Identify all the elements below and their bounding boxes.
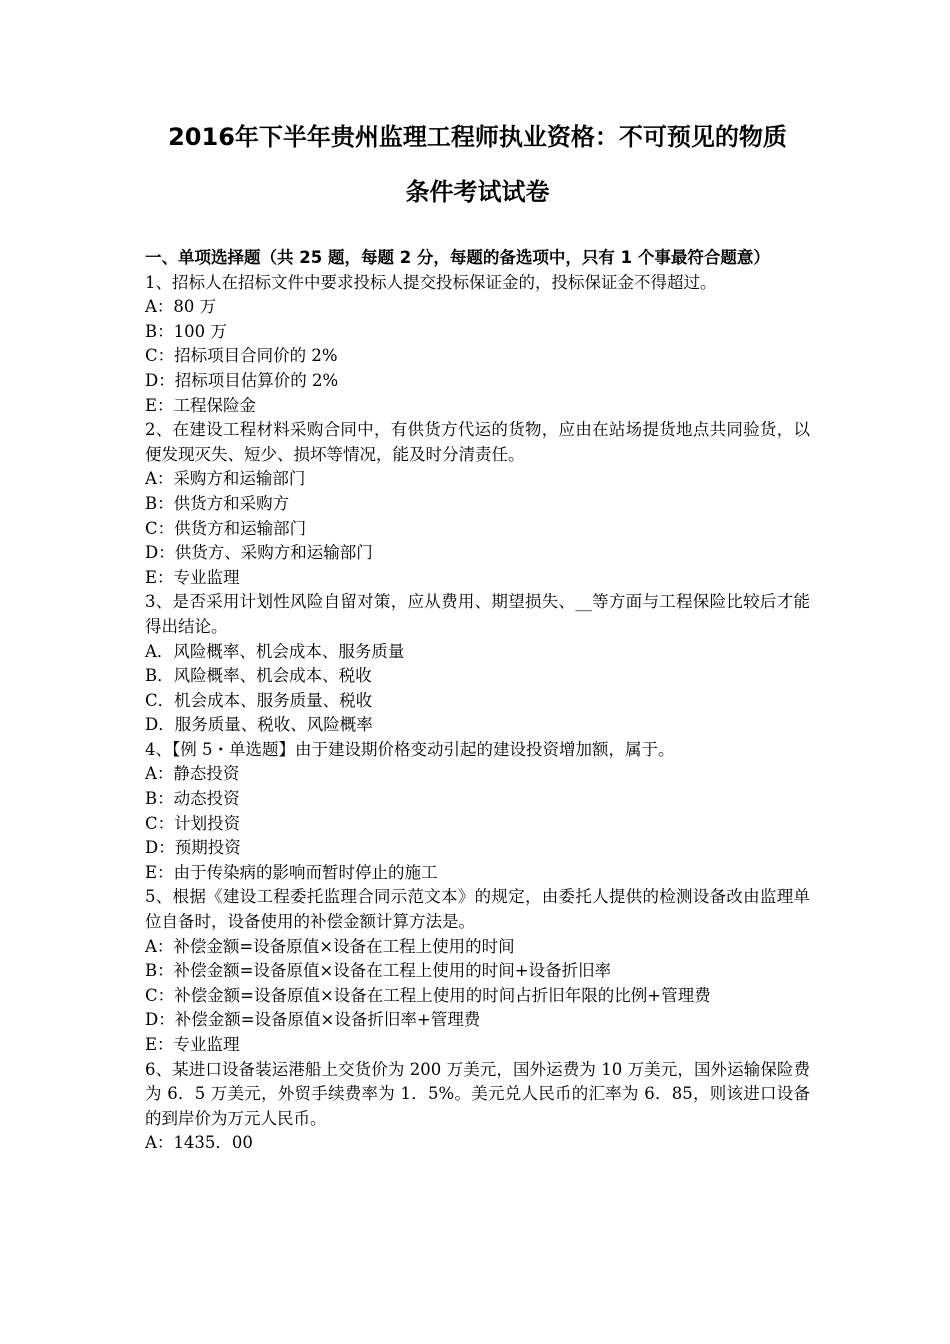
question-5	[145, 885, 810, 1057]
option-c: C：供货方和运输部门	[145, 518, 307, 538]
question-list	[145, 271, 810, 1156]
option-a: A：1435．00	[145, 1133, 253, 1153]
question-text: 2、在建设工程材料采购合同中，有供货方代运的货物，应由在站场提货地点共同验货，以便发现灭失、短少、损坏等情况，能及时分清责任。	[145, 420, 810, 464]
question-1	[145, 271, 810, 419]
option-a: A：补偿金额=设备原值×设备在工程上使用的时间	[145, 936, 515, 956]
option-c: C：招标项目合同价的 2%	[145, 346, 338, 366]
option-c: C：计划投资	[145, 813, 241, 833]
option-d: D：招标项目估算价的 2%	[145, 370, 339, 390]
option-a: A：采购方和运输部门	[145, 469, 306, 489]
option-b: B：补偿金额=设备原值×设备在工程上使用的时间+设备折旧率	[145, 961, 612, 981]
option-a: A：80 万	[145, 297, 217, 317]
question-text: 5、根据《建设工程委托监理合同示范文本》的规定，由委托人提供的检测设备改由监理单位自备时，设备使用的补偿金额计算方法是。	[145, 887, 810, 932]
question-6	[145, 1058, 810, 1156]
document-page	[145, 110, 810, 1156]
option-a: A．风险概率、机会成本、服务质量	[145, 641, 405, 661]
question-text: 1、招标人在招标文件中要求投标人提交投标保证金的，投标保证金不得超过。	[145, 272, 717, 292]
option-b: B：100 万	[145, 321, 227, 341]
title-line-2: 条件考试试卷	[405, 178, 550, 206]
question-text: 6、某进口设备装运港船上交货价为 200 万美元，国外运费为 10 万美元，国外运输保险费为 6．5 万美元，外贸手续费率为 1．5%。美元兑人民币的汇率为 6．85，则该进口设备的到岸价为万元人民币。	[145, 1059, 810, 1128]
option-d: D：供货方、采购方和运输部门	[145, 543, 373, 563]
document-title	[145, 110, 810, 220]
option-b: B．风险概率、机会成本、税收	[145, 666, 372, 686]
option-d: D：预期投资	[145, 838, 241, 858]
option-e: E：由于传染病的影响而暂时停止的施工	[145, 862, 438, 882]
option-e: E：专业监理	[145, 1035, 240, 1054]
question-text: 4、【例 5・单选题】由于建设期价格变动引起的建设投资增加额，属于。	[145, 739, 675, 759]
question-2	[145, 418, 810, 590]
option-d: D：补偿金额=设备原值×设备折旧率+管理费	[145, 1010, 481, 1030]
option-c: C：补偿金额=设备原值×设备在工程上使用的时间占折旧年限的比例+管理费	[145, 985, 711, 1005]
option-b: B：供货方和采购方	[145, 493, 290, 513]
option-d: D．服务质量、税收、风险概率	[145, 715, 373, 735]
option-e: E：工程保险金	[145, 395, 257, 415]
option-c: C．机会成本、服务质量、税收	[145, 690, 373, 710]
option-a: A：静态投资	[145, 764, 240, 784]
option-b: B：动态投资	[145, 789, 240, 809]
title-line-1: 2016年下半年贵州监理工程师执业资格：不可预见的物质	[168, 123, 787, 151]
option-e: E：专业监理	[145, 567, 240, 587]
question-4	[145, 738, 810, 886]
section-heading: 一、单项选择题（共 25 题，每题 2 分，每题的备选项中，只有 1 个事最符合题意）	[145, 248, 770, 267]
question-text: 3、是否采用计划性风险自留对策，应从费用、期望损失、__等方面与工程保险比较后才能得出结论。	[145, 592, 810, 636]
question-3	[145, 590, 810, 738]
